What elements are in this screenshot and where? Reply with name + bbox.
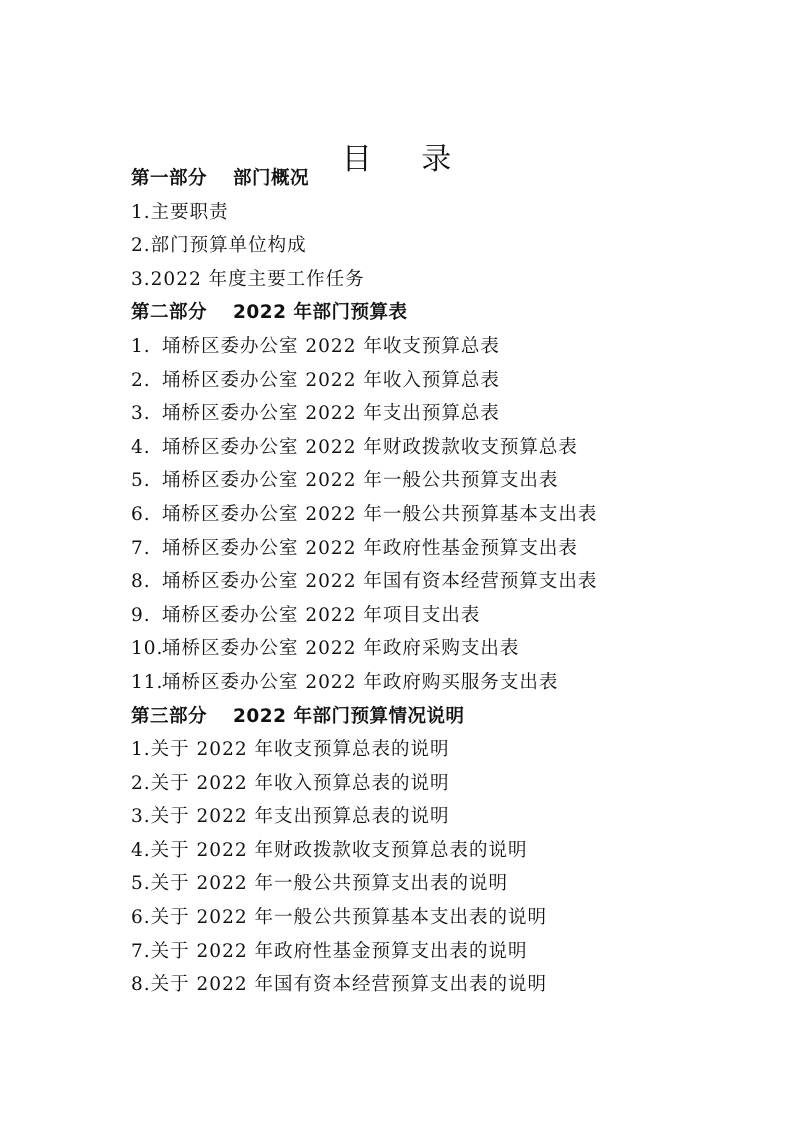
toc-item-text: 埇桥区委办公室 2022 年政府购买服务支出表 bbox=[162, 671, 559, 693]
toc-item-text: 关于 2022 年支出预算总表的说明 bbox=[150, 806, 450, 828]
page-title: 目 录 bbox=[341, 142, 472, 178]
toc-item[interactable] bbox=[131, 532, 731, 566]
toc-item-number: 2. bbox=[131, 235, 151, 257]
toc-item[interactable] bbox=[131, 397, 731, 431]
toc-item[interactable] bbox=[131, 431, 731, 465]
toc-item[interactable] bbox=[131, 901, 731, 935]
toc-item-text: 埇桥区委办公室 2022 年收支预算总表 bbox=[162, 335, 500, 357]
toc-item[interactable] bbox=[131, 632, 731, 666]
toc-item[interactable] bbox=[131, 666, 731, 700]
toc-item-number: 6. bbox=[131, 907, 151, 929]
toc-item[interactable] bbox=[131, 733, 731, 767]
section-part-label: 第三部分 bbox=[131, 705, 208, 727]
toc-item-text: 关于 2022 年一般公共预算基本支出表的说明 bbox=[150, 907, 548, 929]
toc-item-number: 9. bbox=[131, 604, 151, 626]
toc-item-text: 关于 2022 年一般公共预算支出表的说明 bbox=[150, 873, 508, 895]
section-heading-part-1[interactable] bbox=[131, 162, 731, 196]
toc-item-number: 2. bbox=[131, 772, 151, 794]
section-heading-part-2[interactable] bbox=[131, 296, 731, 330]
toc-item-text: 埇桥区委办公室 2022 年政府性基金预算支出表 bbox=[162, 537, 578, 559]
section-name: 2022 年部门预算情况说明 bbox=[233, 705, 465, 727]
toc-item-text: 关于 2022 年政府性基金预算支出表的说明 bbox=[150, 940, 528, 962]
toc-item-number: 3. bbox=[131, 806, 151, 828]
toc-item[interactable] bbox=[131, 263, 731, 297]
toc-item-number: 6. bbox=[131, 503, 151, 525]
toc-item[interactable] bbox=[131, 196, 731, 230]
toc-item-number: 5. bbox=[131, 873, 151, 895]
toc-item[interactable] bbox=[131, 565, 731, 599]
toc-item-number: 3. bbox=[131, 268, 151, 290]
toc-item-text: 埇桥区委办公室 2022 年收入预算总表 bbox=[162, 369, 500, 391]
toc-item-number: 7. bbox=[131, 537, 151, 559]
toc-item[interactable] bbox=[131, 330, 731, 364]
toc-item-number: 1. bbox=[131, 739, 151, 761]
section-name: 2022 年部门预算表 bbox=[233, 302, 408, 324]
toc-item-number: 10. bbox=[131, 638, 164, 660]
toc-item-text: 埇桥区委办公室 2022 年财政拨款收支预算总表 bbox=[162, 436, 578, 458]
toc-item-number: 4. bbox=[131, 839, 151, 861]
toc-item-number: 4. bbox=[131, 436, 151, 458]
section-part-label: 第二部分 bbox=[131, 302, 208, 324]
toc-item-number: 7. bbox=[131, 940, 151, 962]
toc-item-number: 8. bbox=[131, 974, 151, 996]
toc-item[interactable] bbox=[131, 364, 731, 398]
toc-item[interactable] bbox=[131, 800, 731, 834]
toc-item-text: 2022 年度主要工作任务 bbox=[150, 268, 365, 290]
table-of-contents bbox=[131, 162, 731, 1002]
section-part-label: 第一部分 bbox=[131, 168, 208, 189]
toc-item[interactable] bbox=[131, 229, 731, 263]
toc-item-number: 5. bbox=[131, 470, 151, 492]
toc-item-number: 8. bbox=[131, 571, 151, 593]
toc-item-text: 埇桥区委办公室 2022 年项目支出表 bbox=[162, 604, 481, 626]
toc-item[interactable] bbox=[131, 968, 731, 1002]
toc-item[interactable] bbox=[131, 767, 731, 801]
toc-item-text: 埇桥区委办公室 2022 年政府采购支出表 bbox=[162, 638, 520, 660]
toc-item-text: 埇桥区委办公室 2022 年国有资本经营预算支出表 bbox=[162, 571, 598, 593]
toc-item-text: 埇桥区委办公室 2022 年支出预算总表 bbox=[162, 403, 500, 425]
toc-item-number: 1. bbox=[131, 201, 151, 223]
toc-item[interactable] bbox=[131, 935, 731, 969]
toc-item-text: 关于 2022 年收入预算总表的说明 bbox=[150, 772, 450, 794]
toc-item-text: 部门预算单位构成 bbox=[150, 235, 307, 257]
section-heading-part-3[interactable] bbox=[131, 700, 731, 734]
toc-item[interactable] bbox=[131, 498, 731, 532]
toc-item-text: 埇桥区委办公室 2022 年一般公共预算支出表 bbox=[162, 470, 559, 492]
toc-item-text: 主要职责 bbox=[150, 201, 229, 223]
toc-item[interactable] bbox=[131, 867, 731, 901]
section-name: 部门概况 bbox=[233, 168, 310, 189]
toc-item[interactable] bbox=[131, 599, 731, 633]
toc-item-text: 关于 2022 年国有资本经营预算支出表的说明 bbox=[150, 974, 548, 996]
toc-item-text: 关于 2022 年收支预算总表的说明 bbox=[150, 739, 450, 761]
toc-item-number: 3. bbox=[131, 403, 151, 425]
toc-item-number: 11. bbox=[131, 671, 164, 693]
toc-item-number: 1. bbox=[131, 335, 151, 357]
toc-item-text: 埇桥区委办公室 2022 年一般公共预算基本支出表 bbox=[162, 503, 598, 525]
toc-item[interactable] bbox=[131, 464, 731, 498]
toc-item-number: 2. bbox=[131, 369, 151, 391]
toc-item[interactable] bbox=[131, 834, 731, 868]
toc-item-text: 关于 2022 年财政拨款收支预算总表的说明 bbox=[150, 839, 528, 861]
